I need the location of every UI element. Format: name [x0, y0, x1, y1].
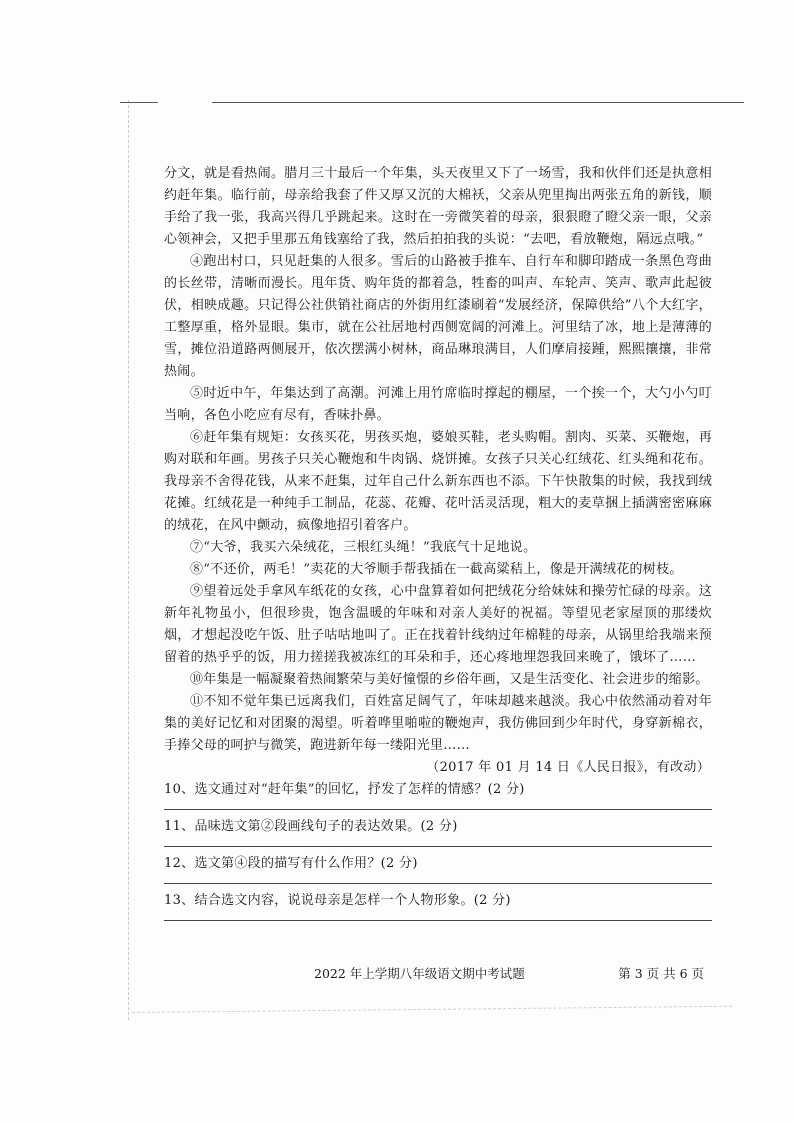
- footer-page-number: 第 3 页 共 6 页: [618, 966, 704, 981]
- paragraph-4: ④跑出村口，只见赶集的人很多。雪后的山路被手推车、自行车和脚印踏成一条黑色弯曲的长丝带，清晰而漫长。甩年货、购年货的都着急，牲畜的叫声、车轮声、笑声、歌声此起彼伏，相映成趣。只记得公社供销社商店的外街用红漆刷着“发展经济，保障供给”八个大红字，工整厚重，格外显眼。集市，就在公社居地村西侧宽阔的河滩上。河里结了冰，地上是薄薄的雪，摊位沿道路两侧展开，依次摆满小树林，商品琳琅满目，人们摩肩接踵，熙熙攘攘，非常热闹。: [164, 254, 712, 379]
- reading-passage: [164, 163, 712, 921]
- answer-line-10[interactable]: [164, 809, 712, 810]
- question-10: [164, 779, 712, 810]
- answer-line-12[interactable]: [164, 883, 712, 884]
- question-13: [164, 890, 712, 921]
- footer-exam-title: 2022 年上学期八年级语文期中考试题: [314, 966, 525, 981]
- answer-line-13[interactable]: [164, 920, 712, 921]
- source-citation: （2017 年 01 月 14 日《人民日报》，有改动）: [426, 760, 710, 775]
- scan-edge-bottom: [132, 1006, 732, 1013]
- answer-line-11[interactable]: [164, 846, 712, 847]
- scan-edge-left: [128, 100, 129, 1020]
- paragraph-8: ⑧“不还价，两毛！”卖花的大爷顺手帮我插在一截高粱秸上，像是开满绒花的树枝。: [190, 562, 683, 577]
- question-11-text: 11、品味选文第②段画线句子的表达效果。(2 分): [164, 819, 458, 834]
- question-12-text: 12、选文第④段的描写有什么作用？(2 分): [164, 856, 418, 871]
- header-rule-left: [120, 102, 158, 103]
- question-10-text: 10、选文通过对“赶年集”的回忆，抒发了怎样的情感？(2 分): [164, 782, 525, 797]
- paragraph-7: ⑦“大爷，我买六朵绒花，三根红头绳！”我底气十足地说。: [190, 540, 537, 555]
- paragraph-3-continued: 分文，就是看热闹。腊月三十最后一个年集，头天夜里又下了一场雪，我和伙伴们还是执意相约赶年集。临行前，母亲给我套了件又厚又沉的大棉袄，父亲从兜里掏出两张五角的新钱，顺手给了我一张，我高兴得几乎跳起来。这时在一旁微笑着的母亲，狠狠瞪了瞪父亲一眼，父亲心领神会，又把手里那五角钱塞给了我，然后拍拍我的头说：“去吧，看放鞭炮，隔远点哦。”: [164, 166, 712, 247]
- question-13-text: 13、结合选文内容，说说母亲是怎样一个人物形象。(2 分): [164, 893, 511, 908]
- question-12: [164, 853, 712, 884]
- paragraph-6: ⑥赶年集有规矩：女孩买花，男孩买炮，婆娘买鞋，老头购帽。割肉、买菜、买鞭炮，再购对联和年画。男孩子只关心鞭炮和牛肉锅、烧饼摊。女孩子只关心红绒花、红头绳和花布。我母亲不舍得花钱，从来不赶集，过年自己什么新东西也不添。下午快散集的时候，我找到绒花摊。红绒花是一种纯手工制品，花蕊、花瓣、花叶活灵活现，粗大的麦草捆上插满密密麻麻的绒花，在风中颤动，疯像地招引着客户。: [164, 430, 712, 533]
- paragraph-5: ⑤时近中午，年集达到了高潮。河滩上用竹席临时撑起的棚屋，一个挨一个，大勺小勺叮当响，各色小吃应有尽有，香味扑鼻。: [164, 386, 712, 423]
- paragraph-11: ⑪不知不觉年集已远离我们，百姓富足阔气了，年味却越来越淡。我心中依然涌动着对年集的美好记忆和对团聚的渴望。听着哗里啪啦的鞭炮声，我仿佛回到少年时代，身穿新棉衣，手捧父母的呵护与微笑，跑进新年每一缕阳光里……: [164, 694, 712, 753]
- header-rule-right: [212, 102, 744, 103]
- paragraph-10: ⑩年集是一幅凝聚着热闹繁荣与美好憧憬的乡俗年画，又是生活变化、社会进步的缩影。: [190, 672, 709, 687]
- question-11: [164, 816, 712, 847]
- paragraph-9: ⑨望着远处手拿风车纸花的女孩，心中盘算着如何把绒花分给妹妹和操劳忙碌的母亲。这新年礼物虽小，但很珍贵，饱含温暖的年味和对亲人美好的祝福。等望见老家屋顶的那缕炊烟，才想起没吃午饭、肚子咕咕地叫了。正在找着针线纳过年棉鞋的母亲，从锅里给我端来预留着的热乎乎的饭，用力搓搓我被冻红的耳朵和手，还心疼地埋怨我回来晚了，饿坏了……: [164, 584, 712, 665]
